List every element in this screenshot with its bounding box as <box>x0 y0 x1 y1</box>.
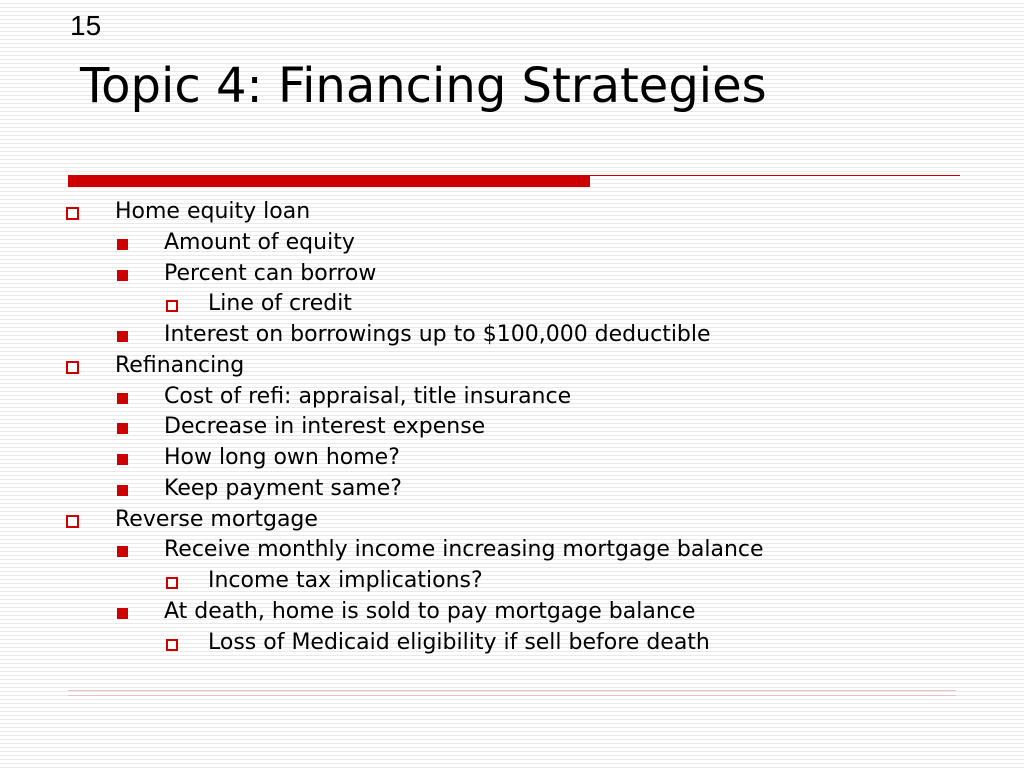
title-underline-bar <box>68 176 590 187</box>
footer-divider <box>68 690 956 691</box>
bullet-text: Line of credit <box>208 291 352 317</box>
bullet-item-level-3 <box>0 289 1024 320</box>
bullet-text: Reverse mortgage <box>115 506 318 532</box>
bullet-text: Interest on borrowings up to $100,000 deductible <box>164 322 711 347</box>
hollow-square-bullet-icon <box>66 207 79 220</box>
filled-square-bullet-icon <box>117 393 128 404</box>
bullet-item-level-2 <box>0 412 1024 443</box>
bullet-list <box>0 197 1024 658</box>
bullet-text: Keep payment same? <box>164 475 402 501</box>
bullet-text: Home equity loan <box>115 199 311 224</box>
bullet-text: Cost of refi: appraisal, title insurance <box>164 383 572 409</box>
bullet-item-level-2 <box>0 443 1024 474</box>
hollow-square-bullet-icon <box>166 300 178 312</box>
bullet-item-level-2 <box>0 535 1024 566</box>
bullet-item-level-2 <box>0 228 1024 259</box>
bullet-item-level-2 <box>0 320 1024 351</box>
bullet-text: Loss of Medicaid eligibility if sell before death <box>208 629 710 655</box>
hollow-square-bullet-icon <box>66 515 79 528</box>
filled-square-bullet-icon <box>117 485 128 496</box>
footer-divider-secondary <box>68 695 956 696</box>
hollow-square-bullet-icon <box>66 361 79 374</box>
hollow-square-bullet-icon <box>166 577 178 589</box>
bullet-text: Percent can borrow <box>164 260 377 286</box>
bullet-item-level-2 <box>0 259 1024 290</box>
bullet-text: Refinancing <box>115 352 245 378</box>
bullet-item-level-2 <box>0 474 1024 505</box>
bullet-text: Decrease in interest expense <box>164 414 486 440</box>
bullet-item-level-2 <box>0 597 1024 628</box>
bullet-item-level-3 <box>0 628 1024 659</box>
filled-square-bullet-icon <box>117 608 128 619</box>
hollow-square-bullet-icon <box>166 639 178 651</box>
bullet-item-level-3 <box>0 566 1024 597</box>
bullet-item-level-1 <box>0 197 1024 228</box>
filled-square-bullet-icon <box>117 239 128 250</box>
filled-square-bullet-icon <box>117 331 128 342</box>
bullet-text: How long own home? <box>164 445 400 470</box>
slide-title: Topic 4: Financing Strategies <box>80 58 767 114</box>
filled-square-bullet-icon <box>117 454 128 465</box>
bullet-item-level-2 <box>0 382 1024 413</box>
bullet-text: Receive monthly income increasing mortgage balance <box>164 537 764 563</box>
bullet-text: Amount of equity <box>164 229 355 255</box>
filled-square-bullet-icon <box>117 423 128 434</box>
slide-number: 15 <box>70 10 102 41</box>
filled-square-bullet-icon <box>117 270 128 281</box>
bullet-text: Income tax implications? <box>208 568 483 593</box>
bullet-item-level-1 <box>0 505 1024 536</box>
filled-square-bullet-icon <box>117 546 128 557</box>
bullet-item-level-1 <box>0 351 1024 382</box>
bullet-text: At death, home is sold to pay mortgage balance <box>164 598 696 624</box>
